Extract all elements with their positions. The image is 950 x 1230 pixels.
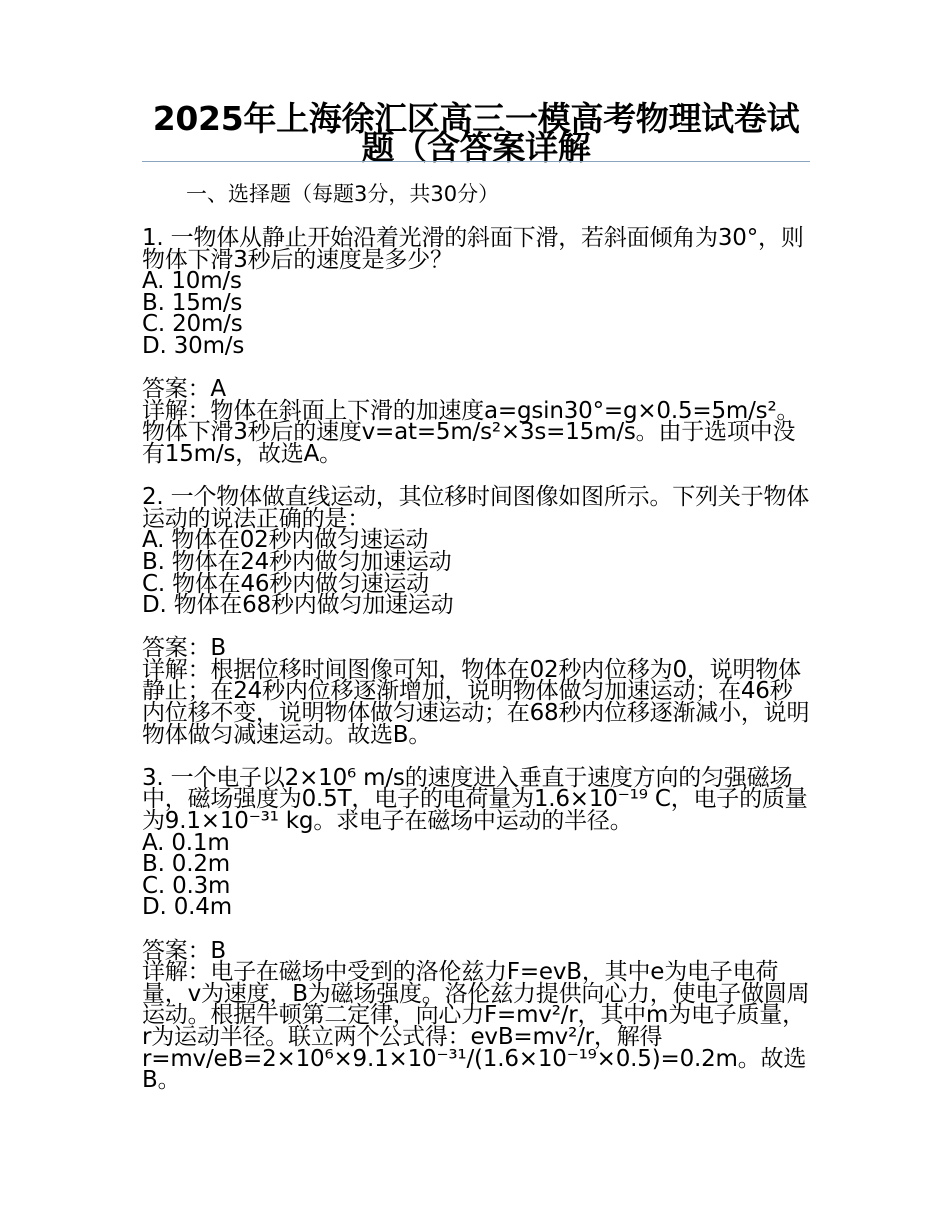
question-stem: 1. 一物体从静止开始沿着光滑的斜面下滑，若斜面倾角为30°，则物体下滑3秒后的速度是多少？ <box>142 225 804 273</box>
answer-block-1 <box>142 376 810 467</box>
option-b: B. 物体在24秒内做匀加速运动 <box>142 548 452 575</box>
option-c: C. 物体在46秒内做匀速运动 <box>142 570 429 597</box>
option-a: A. 0.1m <box>142 829 230 856</box>
answer: 答案：B <box>142 937 226 964</box>
option-b: B. 15m/s <box>142 289 243 316</box>
document-title: 2025年上海徐汇区高三一模高考物理试卷试题（含答案详解 <box>152 99 800 167</box>
question-stem: 2. 一个物体做直线运动，其位移时间图像如图所示。下列关于物体运动的说法正确的是： <box>142 484 810 532</box>
answer-block-3 <box>142 937 810 1094</box>
explanation: 详解：物体在斜面上下滑的加速度a=gsin30°=g×0.5=5m/s²。物体下滑3秒后的速度v=at=5m/s²×3s=15m/s。由于选项中没有15m/s，故选A。 <box>142 397 800 467</box>
question-1 <box>142 225 810 359</box>
answer: 答案：A <box>142 376 226 403</box>
option-d: D. 30m/s <box>142 332 245 359</box>
answer-block-2 <box>142 635 810 748</box>
option-d: D. 物体在68秒内做匀加速运动 <box>142 592 454 619</box>
option-d: D. 0.4m <box>142 894 232 921</box>
question-3 <box>142 764 810 921</box>
explanation: 详解：根据位移时间图像可知，物体在02秒内位移为0，说明物体静止；在24秒内位移逐渐增加，说明物体做匀加速运动；在46秒内位移不变，说明物体做匀速运动；在68秒内位移逐渐减小，说明物体做匀减速运动。故选B。 <box>142 656 810 748</box>
question-2 <box>142 484 810 619</box>
explanation: 详解：电子在磁场中受到的洛伦兹力F=evB，其中e为电子电荷量，v为速度，B为磁场强度。洛伦兹力提供向心力，使电子做圆周运动。根据牛顿第二定律，向心力F=mv²/r，其中m为电子质量，r为运动半径。联立两个公式得：evB=mv²/r，解得r=mv/eB=2×10⁶×9.1×10⁻³¹/(1.6×10⁻¹⁹×0.5)=0.2m。故选B。 <box>142 959 810 1094</box>
answer: 答案：B <box>142 635 226 662</box>
option-c: C. 0.3m <box>142 872 231 899</box>
option-b: B. 0.2m <box>142 851 230 878</box>
section-header: 一、选择题（每题3分，共30分） <box>186 182 500 206</box>
title-divider <box>142 161 810 162</box>
option-c: C. 20m/s <box>142 311 243 338</box>
question-stem: 3. 一个电子以2×10⁶ m/s的速度进入垂直于速度方向的匀强磁场中，磁场强度为0.5T，电子的电荷量为1.6×10⁻¹⁹ C，电子的质量为9.1×10⁻³¹ kg。求电子在磁场中运动的半径。 <box>142 764 808 835</box>
option-a: A. 10m/s <box>142 268 242 295</box>
questions-body <box>142 225 810 1113</box>
option-a: A. 物体在02秒内做匀速运动 <box>142 527 429 554</box>
